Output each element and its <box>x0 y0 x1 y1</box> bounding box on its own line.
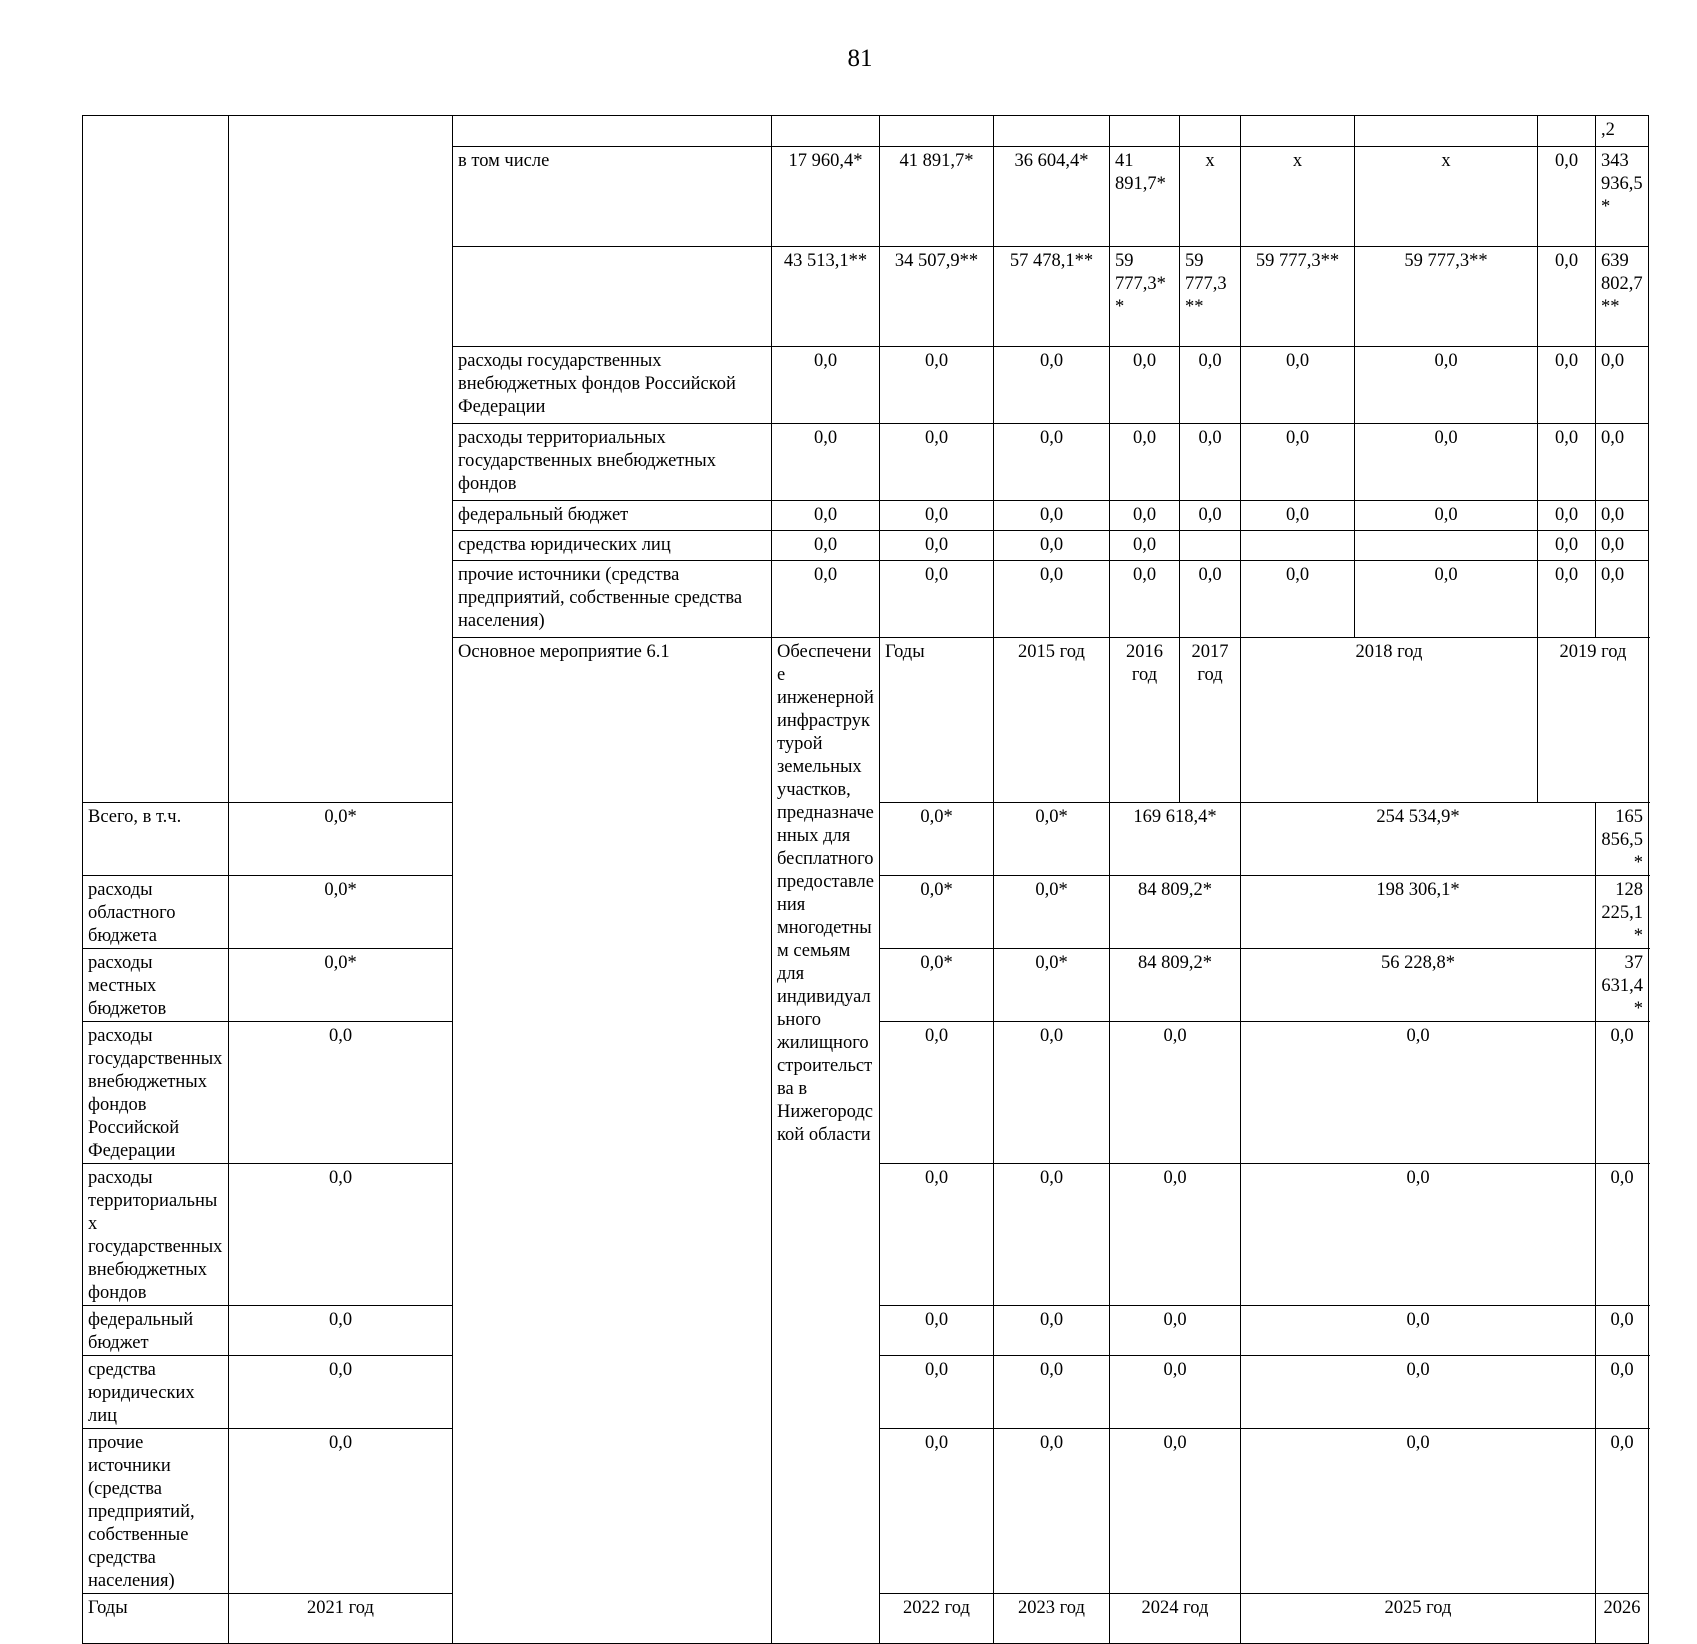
row-label: расходы государственных внебюджетных фондов Российской Федерации <box>83 1022 229 1164</box>
empty-cell <box>453 116 772 147</box>
value-cell: 36 604,4* <box>994 147 1110 247</box>
value-cell: 0,0 <box>1596 1164 1649 1306</box>
value-cell: 0,0 <box>1355 424 1538 501</box>
value-cell: 0,0 <box>880 1429 994 1594</box>
value-cell: 0,0 <box>1110 531 1180 561</box>
value-cell: х <box>1180 147 1241 247</box>
year-header: 2016 год <box>1110 638 1180 803</box>
value-cell: 0,0* <box>229 803 453 876</box>
value-cell: 0,0 <box>1596 531 1649 561</box>
value-cell: 0,0* <box>880 949 994 1022</box>
value-cell: 0,0 <box>229 1306 453 1356</box>
years-label: Годы <box>880 638 994 803</box>
value-cell: 0,0 <box>1110 1356 1241 1429</box>
value-cell: 0,0 <box>1110 501 1180 531</box>
value-cell: 0,0 <box>1241 1306 1596 1356</box>
value-cell: 57 478,1** <box>994 247 1110 347</box>
year-header: 2021 год <box>229 1594 453 1644</box>
value-cell: 0,0 <box>1180 347 1241 424</box>
value-cell: 0,0 <box>1241 347 1355 424</box>
value-cell: 0,0 <box>994 347 1110 424</box>
value-cell: 0,0 <box>1241 1429 1596 1594</box>
row-label: Всего, в т.ч. <box>83 803 229 876</box>
value-cell: 0,0 <box>229 1164 453 1306</box>
value-cell: 0,0 <box>994 424 1110 501</box>
measure-name: Обеспечение инженерной инфраструктурой земельных участков, предназначенных для бесплатного предоставления многодетным семьям для индивидуального жилищного строительства в Нижегородской области <box>772 638 880 1644</box>
value-cell: 17 960,4* <box>772 147 880 247</box>
value-cell: 0,0 <box>1241 424 1355 501</box>
value-cell: 0,0 <box>880 424 994 501</box>
row-label: прочие источники (средства предприятий, собственные средства населения) <box>453 561 772 638</box>
value-cell: 0,0 <box>1241 1356 1596 1429</box>
page-number: 81 <box>847 45 873 72</box>
value-cell: 0,0* <box>880 876 994 949</box>
row-label: прочие источники (средства предприятий, собственные средства населения) <box>83 1429 229 1594</box>
measure-code: Основное мероприятие 6.1 <box>453 638 772 1644</box>
year-header: 2022 год <box>880 1594 994 1644</box>
years-label: Годы <box>83 1594 229 1644</box>
row-label: федеральный бюджет <box>453 501 772 531</box>
value-cell: 0,0 <box>1110 1306 1241 1356</box>
value-cell: 0,0 <box>994 501 1110 531</box>
value-cell: 0,0 <box>994 1164 1110 1306</box>
value-cell: 0,0 <box>880 531 994 561</box>
value-cell: 0,0 <box>994 561 1110 638</box>
year-header: 2024 год <box>1110 1594 1241 1644</box>
value-cell: 0,0 <box>1110 347 1180 424</box>
value-cell: 0,0 <box>772 347 880 424</box>
value-cell: 0,0 <box>772 561 880 638</box>
year-header: 2026 <box>1596 1594 1649 1644</box>
value-cell: 0,0 <box>229 1356 453 1429</box>
value-cell: 0,0 <box>1538 147 1596 247</box>
year-header: 2015 год <box>994 638 1110 803</box>
empty-cell <box>453 247 772 347</box>
value-cell: 0,0 <box>1355 501 1538 531</box>
value-cell: 128 225,1* <box>1596 876 1649 949</box>
value-cell: 0,0* <box>994 803 1110 876</box>
value-cell: 0,0 <box>1538 424 1596 501</box>
value-cell: 0,0 <box>1110 1022 1241 1164</box>
value-cell: 0,0 <box>880 1164 994 1306</box>
value-cell: 0,0 <box>1110 561 1180 638</box>
value-cell: 0,0 <box>1110 1429 1241 1594</box>
value-cell: 0,0 <box>1538 531 1596 561</box>
value-cell: 0,0 <box>1538 347 1596 424</box>
value-cell: 37 631,4* <box>1596 949 1649 1022</box>
row-label: расходы областного бюджета <box>83 876 229 949</box>
row-label: в том числе <box>453 147 772 247</box>
value-cell: 0,0* <box>229 876 453 949</box>
value-cell: 0,0 <box>1180 561 1241 638</box>
value-cell: 0,0 <box>1596 1356 1649 1429</box>
value-cell: 0,0 <box>1596 1306 1649 1356</box>
value-cell: 41 891,7* <box>1110 147 1180 247</box>
value-cell: 0,0 <box>880 1306 994 1356</box>
value-cell: 0,0 <box>229 1022 453 1164</box>
value-cell: 0,0* <box>229 949 453 1022</box>
value-cell: 41 891,7* <box>880 147 994 247</box>
year-header: 2017 год <box>1180 638 1241 803</box>
value-cell: 0,0 <box>1596 1429 1649 1594</box>
value-cell <box>1180 531 1241 561</box>
value-cell: 0,0 <box>1596 424 1649 501</box>
value-cell: 0,0* <box>994 949 1110 1022</box>
budget-table <box>82 115 1649 1644</box>
row-label: расходы государственных внебюджетных фондов Российской Федерации <box>453 347 772 424</box>
value-cell: 169 618,4* <box>1110 803 1241 876</box>
value-cell: 0,0 <box>880 1022 994 1164</box>
value-cell: х <box>1355 147 1538 247</box>
value-cell <box>1241 531 1355 561</box>
row-label: расходы территориальных государственных внебюджетных фондов <box>83 1164 229 1306</box>
value-cell: 84 809,2* <box>1110 876 1241 949</box>
year-header: 2023 год <box>994 1594 1110 1644</box>
row-label: средства юридических лиц <box>453 531 772 561</box>
value-cell: 43 513,1** <box>772 247 880 347</box>
year-header: 2018 год <box>1241 638 1538 803</box>
value-cell: 0,0 <box>880 347 994 424</box>
value-cell: 0,0 <box>880 1356 994 1429</box>
year-header: 2019 год <box>1538 638 1649 803</box>
value-cell: 0,0 <box>1180 424 1241 501</box>
empty-cell <box>229 116 453 803</box>
value-cell: 0,0 <box>1596 501 1649 531</box>
value-cell: 0,0 <box>229 1429 453 1594</box>
value-cell <box>1355 531 1538 561</box>
value-cell: 0,0 <box>772 531 880 561</box>
value-cell: 56 228,8* <box>1241 949 1596 1022</box>
value-cell: 59 777,3** <box>1355 247 1538 347</box>
value-cell: 165 856,5* <box>1596 803 1649 876</box>
value-cell: 59 777,3** <box>1180 247 1241 347</box>
value-cell: 0,0 <box>1538 561 1596 638</box>
value-cell: 0,0 <box>1241 1164 1596 1306</box>
value-cell: 0,0 <box>1355 561 1538 638</box>
value-cell: 0,0* <box>880 803 994 876</box>
value-cell: 0,0 <box>1596 561 1649 638</box>
value-cell: 0,0 <box>880 501 994 531</box>
value-cell: 0,0 <box>994 1356 1110 1429</box>
value-cell: 0,0 <box>1241 501 1355 531</box>
row-label: расходы территориальных государственных внебюджетных фондов <box>453 424 772 501</box>
value-cell: 0,0 <box>1180 501 1241 531</box>
value-cell: 59 777,3** <box>1241 247 1355 347</box>
value-cell: 0,0 <box>1596 347 1649 424</box>
value-cell: 0,0 <box>1596 1022 1649 1164</box>
value-cell: 0,0 <box>994 1429 1110 1594</box>
value-cell: 34 507,9** <box>880 247 994 347</box>
value-cell: 0,0 <box>994 531 1110 561</box>
value-cell: 59 777,3** <box>1110 247 1180 347</box>
value-cell: 0,0 <box>1538 501 1596 531</box>
value-cell: 0,0 <box>1110 1164 1241 1306</box>
row-label: средства юридических лиц <box>83 1356 229 1429</box>
value-cell: 0,0 <box>994 1022 1110 1164</box>
row-label: федеральный бюджет <box>83 1306 229 1356</box>
value-cell: 0,0 <box>1241 561 1355 638</box>
empty-cell <box>83 116 229 803</box>
value-cell: 0,0 <box>772 501 880 531</box>
row-label: расходы местных бюджетов <box>83 949 229 1022</box>
value-cell: 0,0 <box>1538 247 1596 347</box>
value-cell: 639 802,7** <box>1596 247 1649 347</box>
value-cell: 0,0 <box>880 561 994 638</box>
year-header: 2025 год <box>1241 1594 1596 1644</box>
value-cell: 0,0 <box>994 1306 1110 1356</box>
value-cell: 254 534,9* <box>1241 803 1596 876</box>
value-cell: ,2 <box>1596 116 1649 147</box>
value-cell: 343 936,5* <box>1596 147 1649 247</box>
table-row <box>83 116 1649 147</box>
value-cell: 198 306,1* <box>1241 876 1596 949</box>
value-cell: 0,0 <box>1241 1022 1596 1164</box>
value-cell: 0,0 <box>1355 347 1538 424</box>
value-cell: 84 809,2* <box>1110 949 1241 1022</box>
value-cell: 0,0 <box>1110 424 1180 501</box>
value-cell: 0,0 <box>772 424 880 501</box>
value-cell: 0,0* <box>994 876 1110 949</box>
value-cell: х <box>1241 147 1355 247</box>
